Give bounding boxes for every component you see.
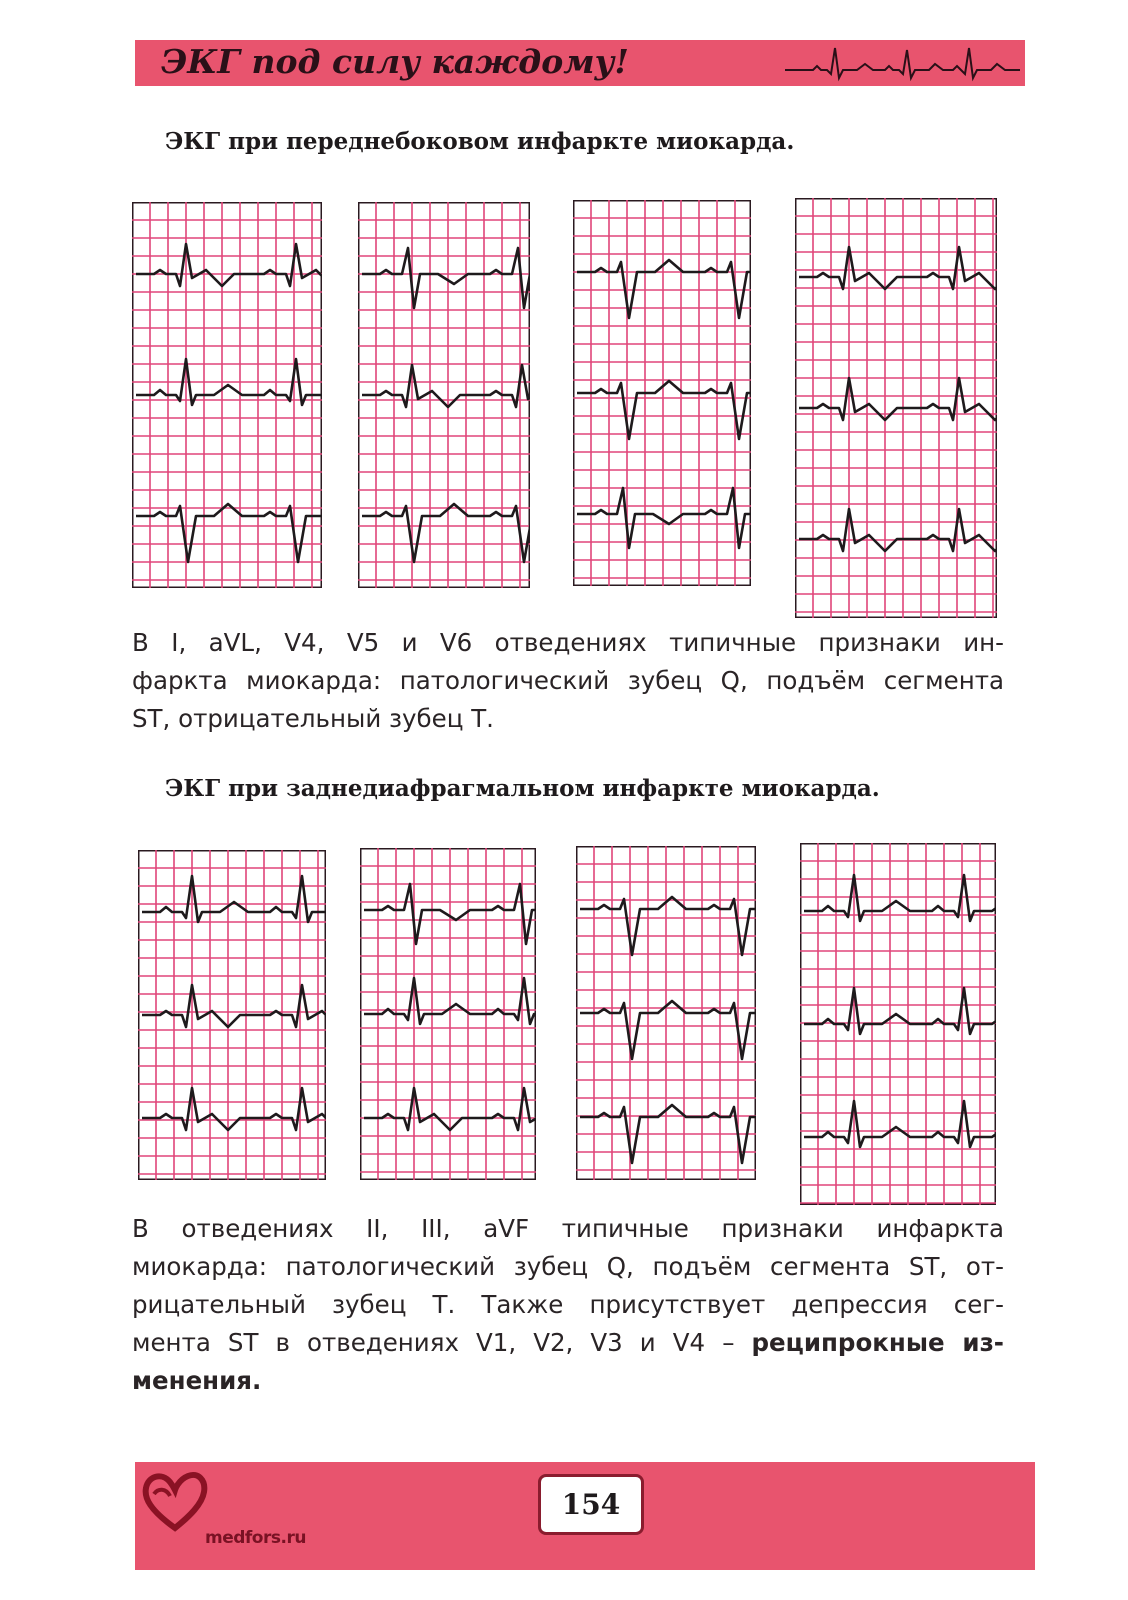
ecg-panel-augmented-leads	[358, 202, 530, 588]
ecg-panel-v4-v6-2	[800, 843, 996, 1205]
ecg-panel-v1-v3-2	[576, 846, 756, 1180]
ecg-panel-v1-v3	[573, 200, 751, 586]
ecg-panel-v4-v6	[795, 198, 997, 618]
section-heading-anterolateral: ЭКГ при переднебоковом инфаркте миокарда.	[165, 128, 795, 155]
section2-line-4	[132, 1324, 1004, 1362]
section2-bold-term: реципрокные из-	[751, 1328, 1004, 1357]
ecg-panel-augmented-leads-2	[360, 848, 536, 1180]
section2-line-2: миокарда: патологический зубец Q, подъём сегмента ST, от-	[132, 1252, 1004, 1281]
section1-line-3: ST, отрицательный зубец Т.	[132, 704, 494, 733]
logo-text: medfors.ru	[205, 1528, 306, 1548]
section2-description	[132, 1210, 1004, 1400]
section1-line-2: фаркта миокарда: патологический зубец Q, подъём сегмента	[132, 666, 1004, 695]
ecg-strip-icon	[785, 44, 1020, 82]
section2-bold-term-end: менения.	[132, 1366, 262, 1395]
page-number: 154	[538, 1474, 644, 1535]
section2-line-5	[132, 1362, 1004, 1400]
section1-line-1: В I, aVL, V4, V5 и V6 отведениях типичные признаки ин-	[132, 628, 1004, 657]
ecg-panel-limb-leads	[132, 202, 322, 588]
ecg-panel-limb-leads-2	[138, 850, 326, 1180]
heart-logo-icon	[140, 1466, 210, 1536]
section2-line-3: рицательный зубец Т. Также присутствует депрессия сег-	[132, 1290, 1004, 1319]
section1-description	[132, 624, 1004, 738]
section2-line-1: В отведениях II, III, aVF типичные признаки инфаркта	[132, 1214, 1004, 1243]
section-heading-inferior: ЭКГ при заднедиафрагмальном инфаркте миокарда.	[165, 775, 880, 802]
running-header-title: ЭКГ под силу каждому!	[161, 42, 629, 81]
section2-line-4-text: мента ST в отведениях V1, V2, V3 и V4 –	[132, 1328, 752, 1357]
running-header	[135, 40, 1025, 86]
